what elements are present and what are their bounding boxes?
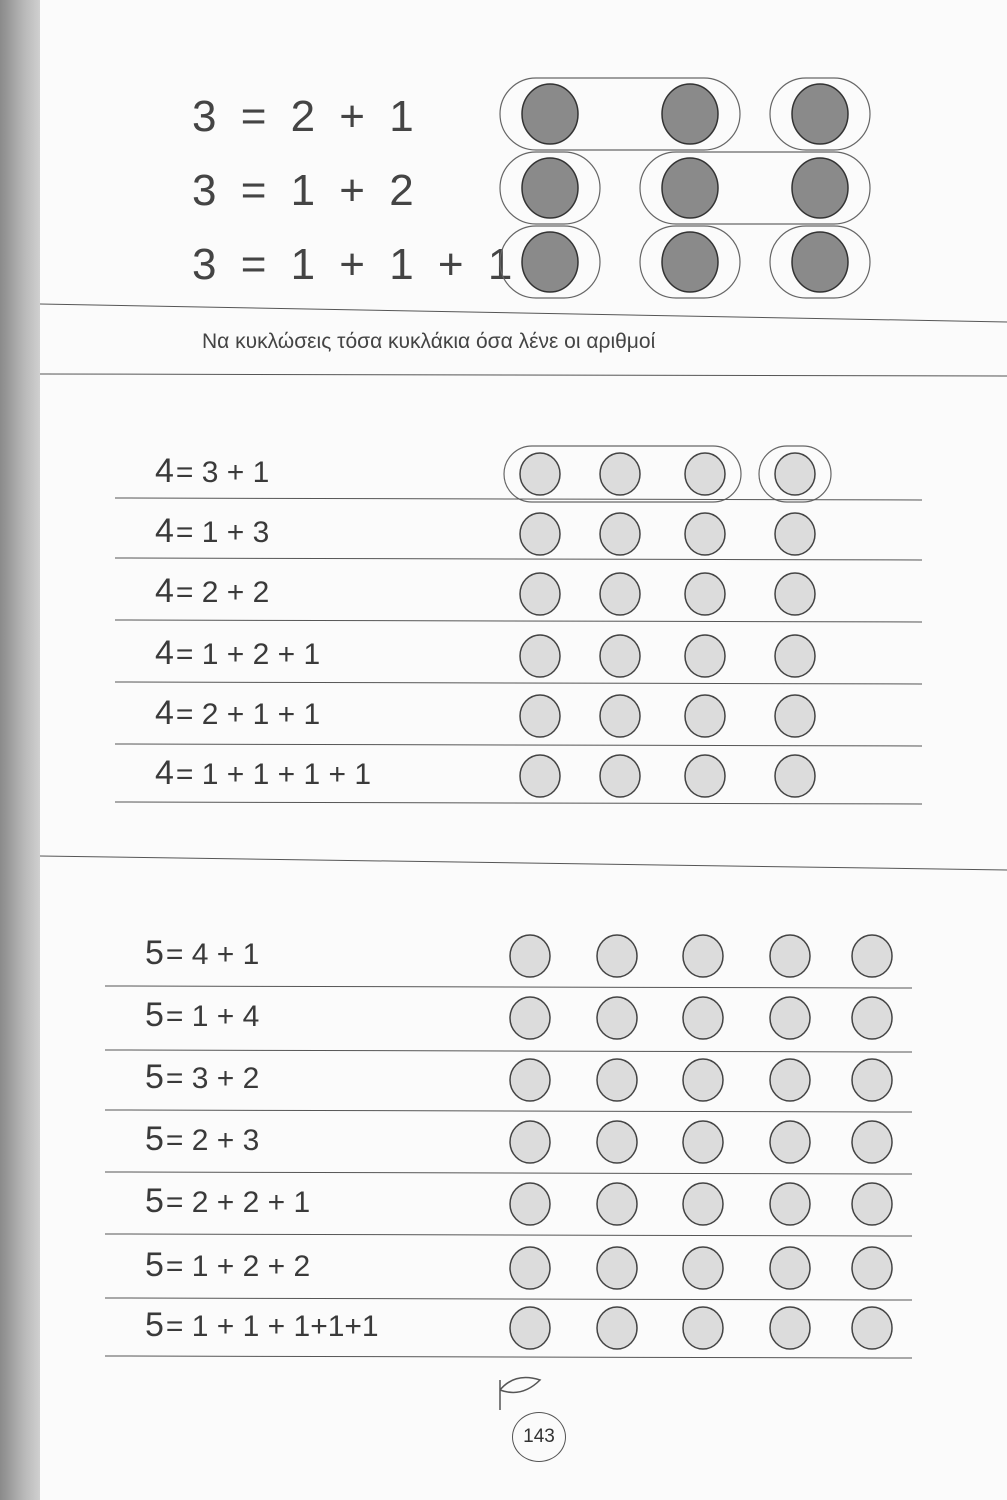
exercise-dot bbox=[510, 997, 550, 1039]
exercise-dot bbox=[775, 453, 815, 495]
dark-dot bbox=[662, 158, 718, 218]
exercise-dot bbox=[683, 935, 723, 977]
exercise-dot bbox=[852, 1247, 892, 1289]
exercise-dot bbox=[510, 1247, 550, 1289]
equation-total: 4 bbox=[155, 634, 174, 672]
exercise-dot bbox=[685, 513, 725, 555]
exercise-dot bbox=[770, 1121, 810, 1163]
exercise-dot bbox=[775, 755, 815, 797]
exercise-dot bbox=[683, 1121, 723, 1163]
exercise-dot bbox=[775, 635, 815, 677]
exercise-dot bbox=[600, 573, 640, 615]
exercise-dot bbox=[852, 1121, 892, 1163]
exercise-dot bbox=[685, 635, 725, 677]
leaf-icon bbox=[500, 1378, 540, 1410]
section-divider bbox=[40, 304, 1007, 322]
exercise-dot bbox=[685, 695, 725, 737]
writing-line bbox=[105, 1172, 912, 1174]
exercise-dot bbox=[685, 755, 725, 797]
exercise-dot bbox=[597, 1247, 637, 1289]
exercise-dot bbox=[600, 755, 640, 797]
equation-total: 4 bbox=[155, 572, 174, 610]
equation-total: 5 bbox=[145, 996, 164, 1034]
exercise-dot bbox=[597, 935, 637, 977]
page-number: 143 bbox=[512, 1412, 566, 1462]
dark-dot bbox=[522, 84, 578, 144]
exercise-dot bbox=[600, 695, 640, 737]
equation-total: 5 bbox=[145, 1120, 164, 1158]
exercise-dot bbox=[770, 1247, 810, 1289]
equation-parts: = 3 + 1 bbox=[175, 456, 270, 489]
exercise-dot bbox=[597, 1307, 637, 1349]
exercise-dot bbox=[600, 513, 640, 555]
writing-line bbox=[105, 1110, 912, 1112]
exercise-dot bbox=[685, 453, 725, 495]
exercise-dot bbox=[770, 935, 810, 977]
equation-total: 5 bbox=[145, 1058, 164, 1096]
exercise-dot bbox=[852, 1307, 892, 1349]
exercise-dot bbox=[520, 695, 560, 737]
writing-line bbox=[115, 682, 922, 684]
writing-line bbox=[115, 802, 922, 804]
exercise-dot bbox=[597, 1121, 637, 1163]
equation-total: 4 bbox=[155, 512, 174, 550]
writing-line bbox=[105, 1234, 912, 1236]
exercise-dot bbox=[520, 453, 560, 495]
exercise-dot bbox=[770, 1059, 810, 1101]
equation-parts: = 3 + 2 bbox=[165, 1062, 260, 1095]
exercise-dot bbox=[683, 997, 723, 1039]
equation-parts: = 1 + 1 + 1 + 1 bbox=[175, 758, 372, 791]
exercise-dot bbox=[597, 1059, 637, 1101]
exercise-dot bbox=[683, 1183, 723, 1225]
exercise-dot bbox=[597, 1183, 637, 1225]
example-equation-1: 3 = 2 + 1 bbox=[192, 92, 420, 141]
dark-dot bbox=[662, 84, 718, 144]
exercise-dot bbox=[683, 1247, 723, 1289]
exercise-dot bbox=[520, 513, 560, 555]
exercise-dot bbox=[600, 453, 640, 495]
exercise-dot bbox=[510, 1121, 550, 1163]
example-equation-3: 3 = 1 + 1 + 1 bbox=[192, 240, 519, 289]
equation-parts: = 1 + 1 + 1+1+1 bbox=[165, 1310, 379, 1343]
equation-parts: = 2 + 2 bbox=[175, 576, 270, 609]
dark-dot bbox=[522, 158, 578, 218]
example-equation-2: 3 = 1 + 2 bbox=[192, 166, 420, 215]
exercise-dot bbox=[600, 635, 640, 677]
equation-total: 4 bbox=[155, 452, 174, 490]
exercise-dot bbox=[520, 635, 560, 677]
equation-total: 5 bbox=[145, 1182, 164, 1220]
exercise-dot bbox=[520, 573, 560, 615]
dark-dot bbox=[662, 232, 718, 292]
equation-parts: = 1 + 3 bbox=[175, 516, 270, 549]
instruction-text: Να κυκλώσεις τόσα κυκλάκια όσα λένε οι αριθμοί bbox=[202, 330, 656, 353]
exercise-dot bbox=[510, 935, 550, 977]
section-divider bbox=[40, 856, 1007, 870]
exercise-dot bbox=[770, 997, 810, 1039]
dark-dot bbox=[792, 84, 848, 144]
dark-dot bbox=[792, 232, 848, 292]
equation-parts: = 1 + 2 + 2 bbox=[165, 1250, 311, 1283]
equation-parts: = 2 + 2 + 1 bbox=[165, 1186, 311, 1219]
equation-total: 4 bbox=[155, 694, 174, 732]
writing-line bbox=[105, 1298, 912, 1300]
exercise-dot bbox=[852, 1183, 892, 1225]
writing-line bbox=[115, 620, 922, 622]
worksheet-drawing bbox=[40, 0, 1007, 1500]
exercise-dot bbox=[775, 695, 815, 737]
dark-dot bbox=[792, 158, 848, 218]
exercise-dot bbox=[510, 1059, 550, 1101]
exercise-dot bbox=[683, 1059, 723, 1101]
writing-line bbox=[105, 986, 912, 988]
exercise-dot bbox=[683, 1307, 723, 1349]
exercise-dot bbox=[770, 1307, 810, 1349]
equation-parts: = 2 + 3 bbox=[165, 1124, 260, 1157]
dark-dot bbox=[522, 232, 578, 292]
exercise-dot bbox=[775, 513, 815, 555]
exercise-dot bbox=[685, 573, 725, 615]
writing-line bbox=[105, 1356, 912, 1358]
exercise-dot bbox=[775, 573, 815, 615]
section-divider bbox=[40, 374, 1007, 376]
equation-total: 5 bbox=[145, 1306, 164, 1344]
writing-line bbox=[115, 744, 922, 746]
book-spine-shadow bbox=[0, 0, 40, 1500]
equation-parts: = 2 + 1 + 1 bbox=[175, 698, 321, 731]
exercise-dot bbox=[597, 997, 637, 1039]
exercise-dot bbox=[510, 1183, 550, 1225]
equation-parts: = 1 + 2 + 1 bbox=[175, 638, 321, 671]
equation-total: 4 bbox=[155, 754, 174, 792]
equation-parts: = 1 + 4 bbox=[165, 1000, 260, 1033]
workbook-page bbox=[40, 0, 1007, 1500]
writing-line bbox=[115, 558, 922, 560]
equation-total: 5 bbox=[145, 1246, 164, 1284]
exercise-dot bbox=[770, 1183, 810, 1225]
exercise-dot bbox=[510, 1307, 550, 1349]
equation-parts: = 4 + 1 bbox=[165, 938, 260, 971]
writing-line bbox=[105, 1050, 912, 1052]
exercise-dot bbox=[520, 755, 560, 797]
exercise-dot bbox=[852, 935, 892, 977]
exercise-dot bbox=[852, 1059, 892, 1101]
equation-total: 5 bbox=[145, 934, 164, 972]
exercise-dot bbox=[852, 997, 892, 1039]
